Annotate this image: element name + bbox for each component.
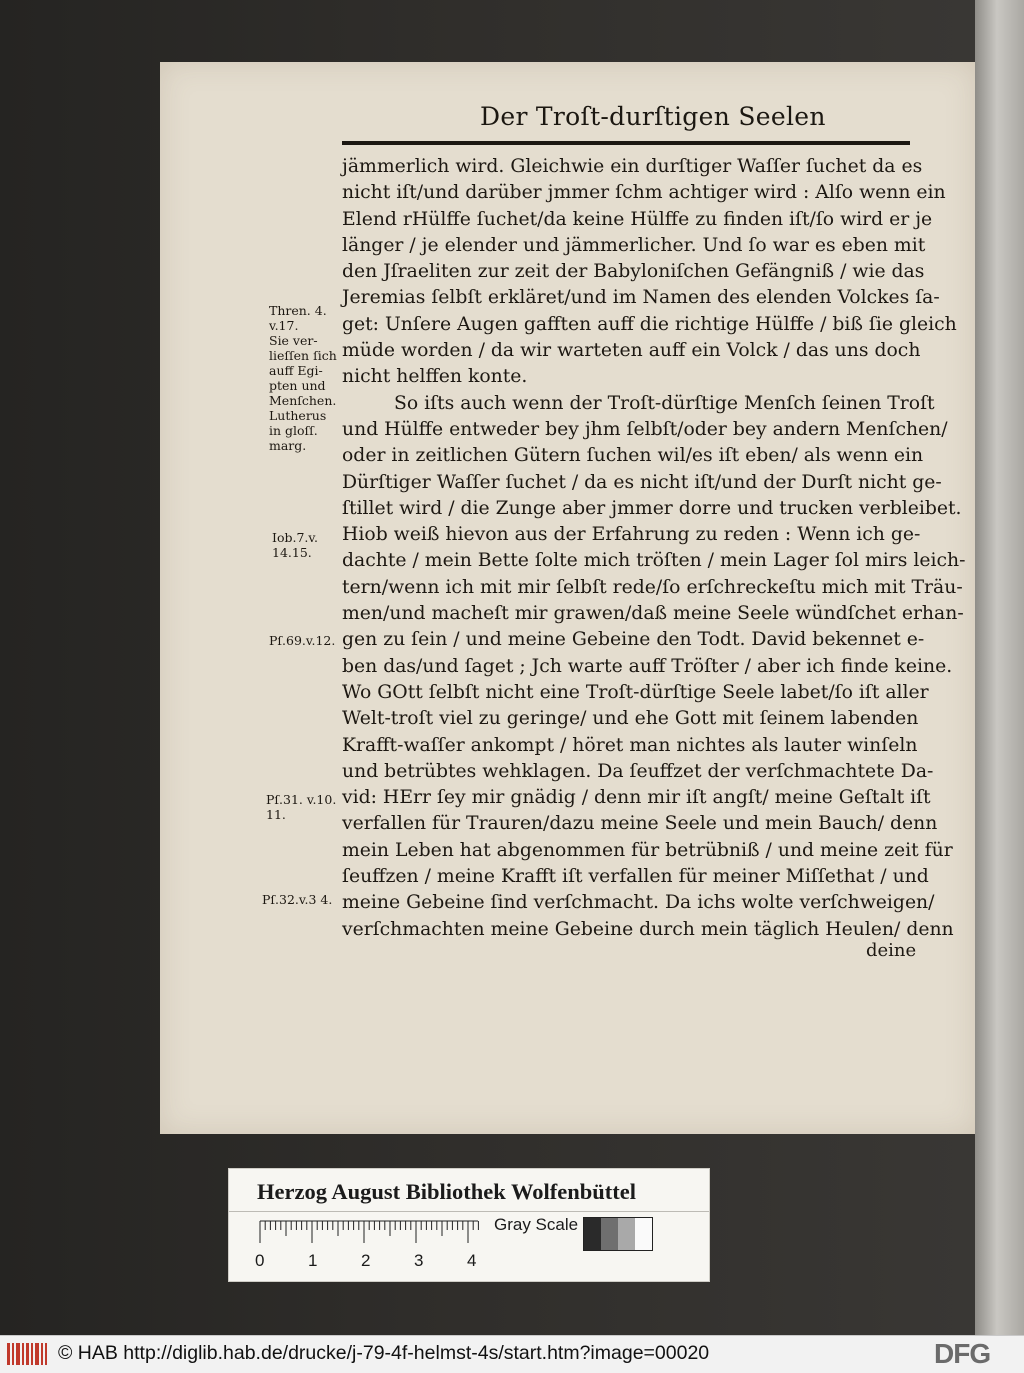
text-line: und Hülffe entweder bey jhm ſelbſt/oder bey andern Menſchen/ [342,418,948,440]
margin-note-line: 11. [266,807,286,822]
text-line: verfallen für Trauren/dazu meine Seele und mein Bauch/ denn [342,813,938,835]
ruler-number: 0 [255,1251,265,1270]
margin-note-line: Lutherus [269,408,327,423]
gray-swatch [584,1218,601,1250]
text-line: get: Unſere Augen gafften auff die richtige Hülffe / biß ſie gleich [342,313,957,335]
body-text [342,154,966,943]
margin-note-line: Sie ver- [269,333,318,348]
gray-scale-swatches [583,1217,653,1251]
gray-swatch [635,1218,652,1250]
text-line: ſeuffzen / meine Krafft iſt verfallen für meiner Miſſethat / und [342,866,929,888]
text-line: oder in zeitlichen Gütern ſuchen wil/es iſt eben/ als wenn ein [342,445,924,467]
text-line: Jeremias ſelbſt erkläret/und im Namen des elenden Volckes ſa- [342,287,940,309]
text-line: Krafft-waſſer ankompt / höret man nichtes als lauter winſeln [342,734,918,756]
gray-swatch [618,1218,635,1250]
margin-note-line: Iob.7.v. [272,530,318,545]
text-line: Dürſtiger Waſſer ſuchet / da es nicht iſt/und der Durſt nicht ge- [342,471,942,493]
text-line: länger / je elender und jämmerlicher. Und ſo war es eben mit [342,234,926,256]
margin-note-psalm-69: Pſ.69.v.12. [269,633,336,648]
ruler-scale [259,1219,479,1249]
running-head: Der Troſt-durſtigen Seelen [480,102,826,131]
margin-note-line: Menſchen. [269,393,337,408]
text-line: Wo GOtt ſelbſt nicht eine Troſt-dürſtige Seele labet/ſo iſt aller [342,681,929,703]
text-line: So iſts auch wenn der Troſt-dürſtige Menſch ſeinen Troſt [394,392,935,414]
ruler-number: 2 [361,1251,371,1270]
adjacent-page-edge [975,0,1024,1335]
margin-note-job [272,530,318,560]
margin-note-line: auff Egi- [269,363,323,378]
text-line: nicht iſt/und darüber jmmer ſchm achtiger wird : Alſo wenn ein [342,182,946,204]
gray-scale-label: Gray Scale [494,1215,579,1234]
text-line: Hiob weiß hievon aus der Erfahrung zu reden : Wenn ich ge- [342,524,921,546]
text-line: mein Leben hat abgenommen für betrübniß / und meine zeit für [342,839,953,861]
margin-note-line: Thren. 4. [269,303,327,318]
text-line: ſtillet wird / die Zunge aber jmmer dorre und trucken verbleibet. [342,497,962,519]
margin-note-line: v.17. [269,318,299,333]
library-name: Herzog August Bibliothek Wolfenbüttel [257,1179,636,1204]
footer-bar [0,1335,1024,1373]
text-line: müde worden / da wir warteten auff ein Volck / das uns doch [342,340,921,362]
text-line: Elend rHülffe ſuchet/da keine Hülffe zu finden iſt/ſo wird er je [342,208,933,230]
text-line: tern/wenn ich mit mir ſelbſt rede/ſo erſchreckeſtu mich mit Träu- [342,576,963,598]
text-line: verſchmachten meine Gebeine durch mein täglich Heulen/ denn [342,918,954,940]
ruler-numbers [229,1251,489,1273]
text-line: jämmerlich wird. Gleichwie ein durſtiger Waſſer ſuchet da es [342,156,923,177]
barcode-icon [6,1340,48,1368]
text-line: men/und macheſt mir grawen/daß meine Seele wündſchet erhan- [342,603,964,625]
text-line: gen zu ſein / und meine Gebeine den Todt. David bekennet e- [342,629,925,651]
text-line: und betrübtes wehklagen. Da ſeuffzet der verſchmachtete Da- [342,760,934,782]
library-label [228,1168,710,1282]
text-line: dachte / mein Bette ſolte mich tröſten / mein Lager ſol mirs leich- [342,550,966,572]
text-line: ben das/und ſaget ; Jch warte auff Tröſter / aber ich finde keine. [342,655,953,677]
text-line: nicht helffen konte. [342,366,528,388]
margin-note-line: marg. [269,438,307,453]
text-line: meine Gebeine ſind verſchmacht. Da ichs wolte verſchweigen/ [342,892,935,914]
ruler-number: 4 [467,1251,477,1270]
margin-note-threnos [269,303,337,453]
margin-note-psalm-32: Pſ.32.v.3 4. [262,892,333,907]
dfg-logo: DFG [934,1338,991,1369]
margin-note-line: pten und [269,378,326,393]
gray-swatch [601,1218,618,1250]
margin-note-line: Pſ.31. v.10. [266,792,337,807]
text-line: den Jſraeliten zur zeit der Babyloniſchen Gefängniß / wie das [342,261,925,283]
ruler-number: 3 [414,1251,424,1270]
source-link[interactable]: © HAB http://diglib.hab.de/drucke/j-79-4f-helmst-4s/start.htm?image=00020 [58,1342,710,1364]
margin-note-line: in gloſſ. [269,423,318,438]
header-rule [342,141,910,145]
label-divider [229,1211,709,1212]
margin-note-line: lieſſen ſich [269,348,337,363]
ruler-number: 1 [308,1251,318,1270]
margin-note-line: 14.15. [272,545,312,560]
text-line: Welt-troſt viel zu geringe/ und ehe Gott mit ſeinem labenden [342,708,919,730]
text-line: vid: HErr ſey mir gnädig / denn mir iſt angſt/ meine Geſtalt iſt [342,787,931,809]
catchword: deine [866,940,917,961]
margin-note-psalm-31 [266,792,336,822]
